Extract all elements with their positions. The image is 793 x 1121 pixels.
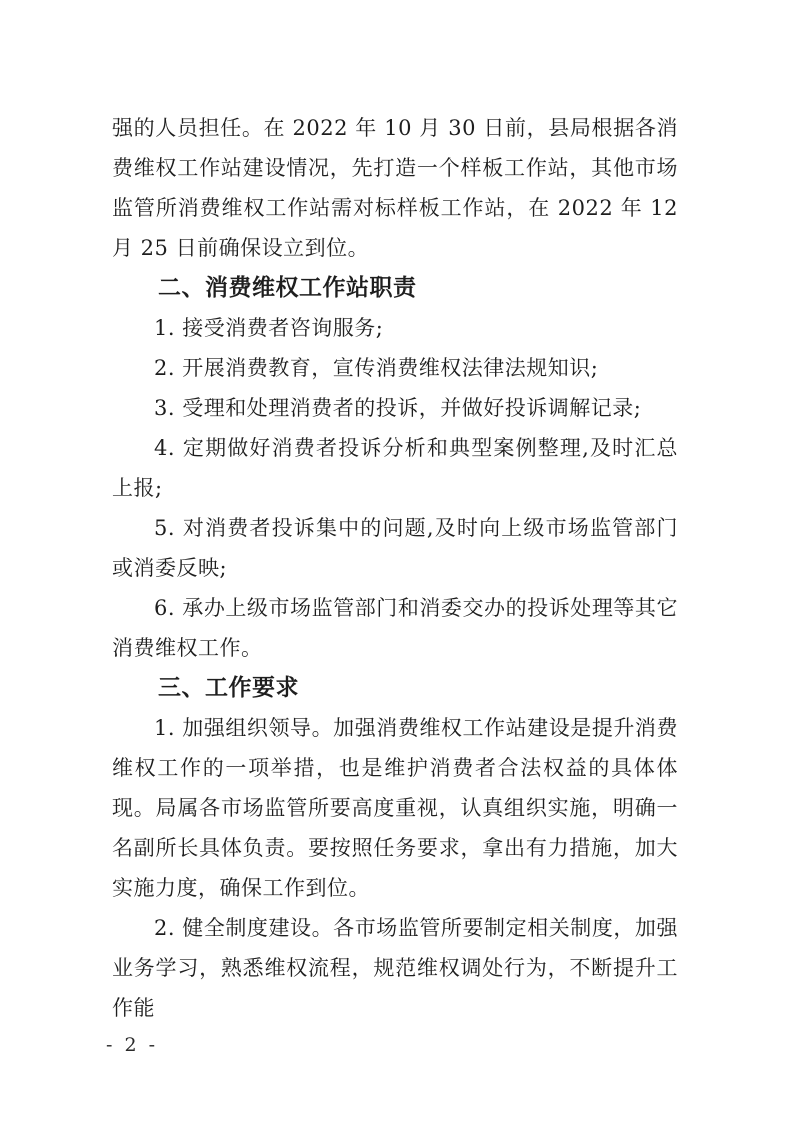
section-heading: 三、工作要求: [158, 675, 299, 701]
section-heading: 二、消费维权工作站职责: [158, 275, 417, 301]
document-paragraph: 2. 健全制度建设。各市场监管所要制定相关制度，加强业务学习，熟悉维权流程，规范维权调处行为，不断提升工作能: [112, 916, 678, 1020]
document-paragraph: 1. 接受消费者咨询服务;: [154, 316, 384, 340]
document-paragraph: 强的人员担任。在 2022 年 10 月 30 日前，县局根据各消费维权工作站建设情况，先打造一个样板工作站，其他市场监管所消费维权工作站需对标样板工作站，在 2022 年 12 月 25 日前确保设立到位。: [112, 116, 678, 260]
document-body: [112, 108, 678, 1028]
document-paragraph: 3. 受理和处理消费者的投诉，并做好投诉调解记录;: [154, 396, 642, 420]
document-paragraph: 6. 承办上级市场监管部门和消委交办的投诉处理等其它消费维权工作。: [112, 596, 678, 660]
document-paragraph: 4. 定期做好消费者投诉分析和典型案例整理,及时汇总上报;: [112, 436, 678, 500]
document-paragraph: 5. 对消费者投诉集中的问题,及时向上级市场监管部门或消委反映;: [112, 516, 678, 580]
page-number: - 2 -: [106, 1034, 159, 1056]
document-paragraph: 2. 开展消费教育，宣传消费维权法律法规知识;: [154, 356, 599, 380]
document-paragraph: 1. 加强组织领导。加强消费维权工作站建设是提升消费维权工作的一项举措，也是维护消费者合法权益的具体体现。局属各市场监管所要高度重视，认真组织实施，明确一名副所长具体负责。要按照任务要求，拿出有力措施，加大实施力度，确保工作到位。: [112, 716, 678, 900]
